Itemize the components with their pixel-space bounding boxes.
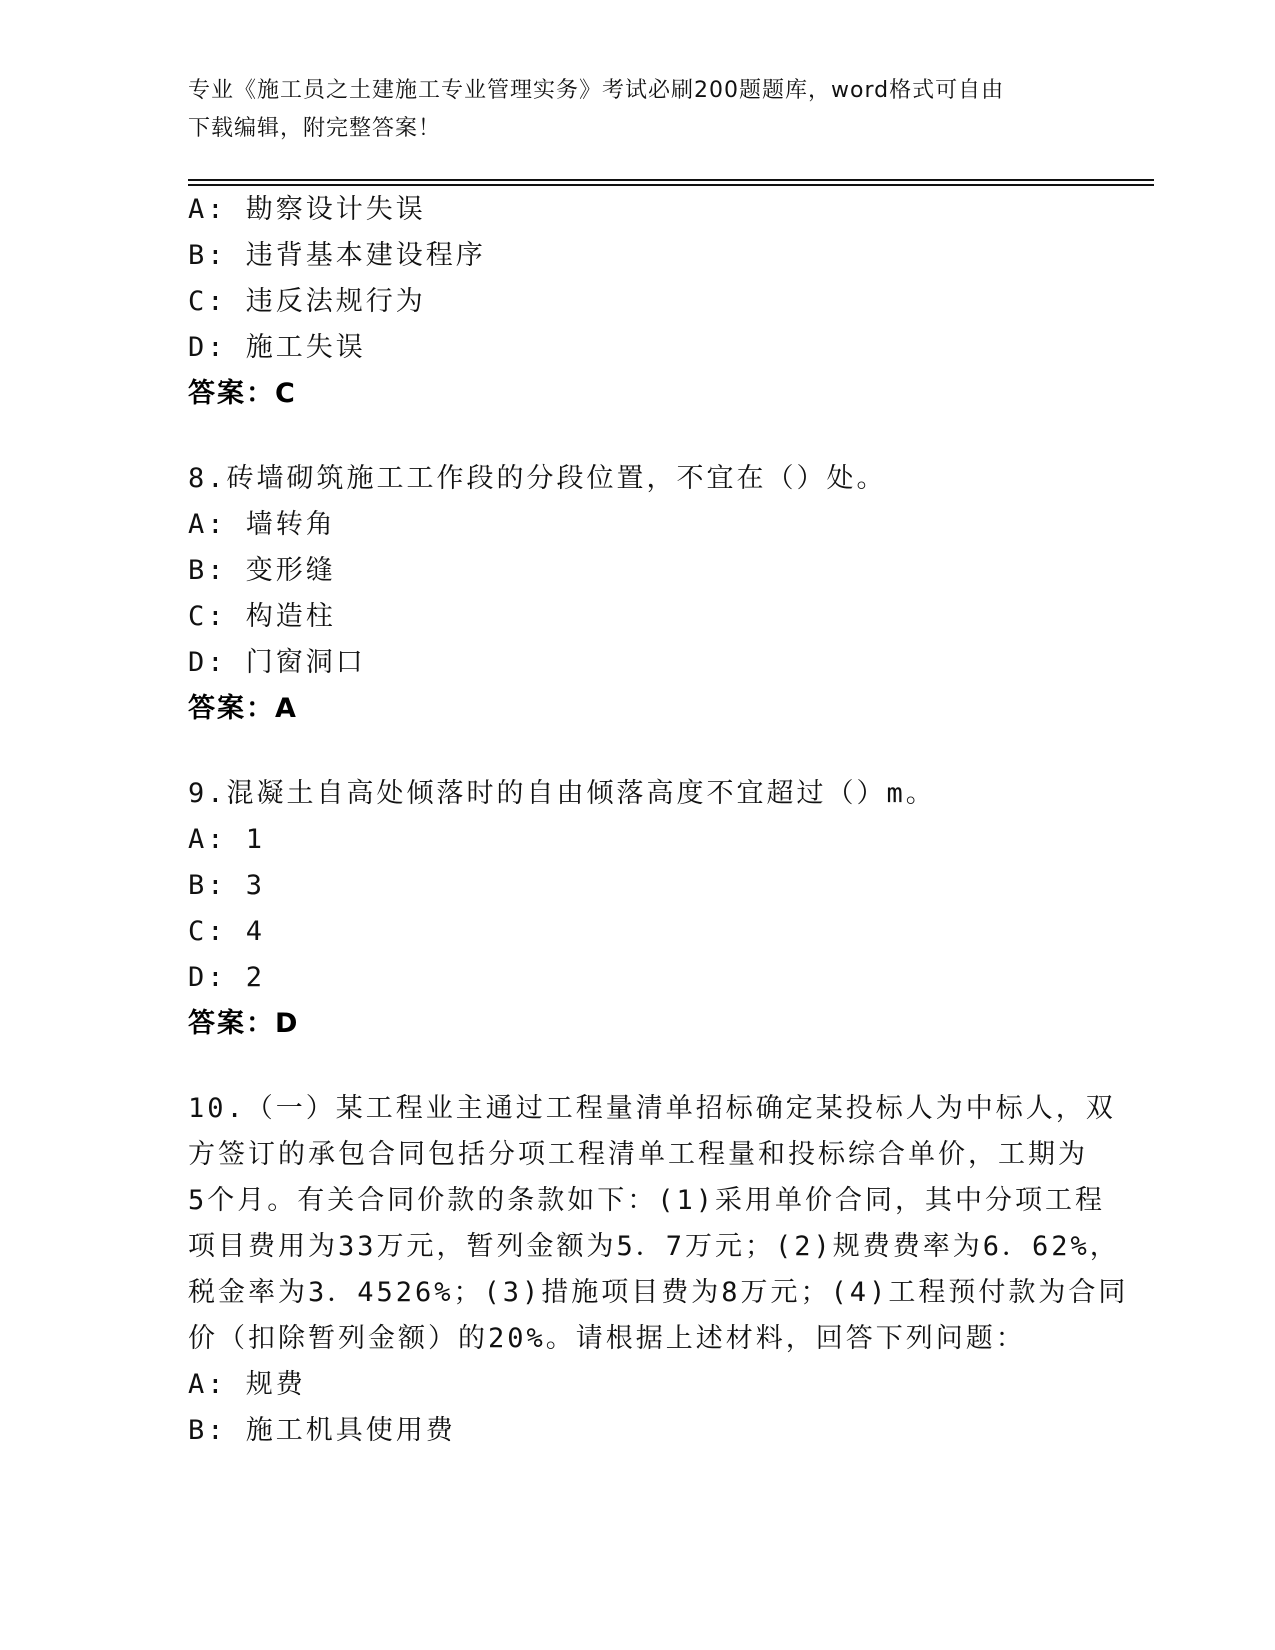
spacer — [188, 417, 1138, 456]
question-10-line-5: 税金率为3．4526%；(3)措施项目费为8万元；(4)工程预付款为合同 — [188, 1277, 1129, 1308]
question-10-line-1: 10.（一）某工程业主通过工程量清单招标确定某投标人为中标人，双 — [188, 1093, 1116, 1124]
question-7-option-c: C: 违反法规行为 — [188, 286, 426, 317]
header-line-2: 下载编辑，附完整答案！ — [188, 116, 442, 141]
document-header — [188, 72, 1088, 148]
question-10-line-3: 5个月。有关合同价款的条款如下：(1)采用单价合同，其中分项工程 — [188, 1185, 1106, 1216]
question-10-text — [188, 1086, 1129, 1362]
question-10-line-2: 方签订的承包合同包括分项工程清单工程量和投标综合单价，工期为 — [188, 1139, 1088, 1170]
spacer — [188, 732, 1138, 771]
question-10-option-a: A: 规费 — [188, 1369, 306, 1400]
header-rule-bottom — [188, 184, 1154, 186]
question-list — [188, 187, 1138, 1454]
question-9-option-d: D: 2 — [188, 962, 266, 993]
question-8-option-a: A: 墙转角 — [188, 509, 336, 540]
question-8-answer: 答案：A — [188, 693, 298, 724]
header-rule-top — [188, 179, 1154, 181]
question-8-option-c: C: 构造柱 — [188, 601, 336, 632]
question-8-block — [188, 456, 1138, 732]
question-9-option-a: A: 1 — [188, 824, 266, 855]
question-7-block — [188, 187, 1138, 417]
question-9-answer: 答案：D — [188, 1008, 300, 1039]
question-8-text: 8.砖墙砌筑施工工作段的分段位置，不宜在（）处。 — [188, 463, 887, 494]
question-7-option-d: D: 施工失误 — [188, 332, 366, 363]
question-7-answer: 答案：C — [188, 378, 297, 409]
question-10-line-6: 价（扣除暂列金额）的20%。请根据上述材料，回答下列问题： — [188, 1323, 1026, 1354]
question-9-block — [188, 771, 1138, 1047]
header-line-1: 专业《施工员之土建施工专业管理实务》考试必刷200题题库，word格式可自由 — [188, 78, 1005, 103]
question-10-option-b: B: 施工机具使用费 — [188, 1415, 456, 1446]
question-10-line-4: 项目费用为33万元，暂列金额为5．7万元；(2)规费费率为6．62%， — [188, 1231, 1120, 1262]
question-8-option-b: B: 变形缝 — [188, 555, 336, 586]
question-8-option-d: D: 门窗洞口 — [188, 647, 366, 678]
spacer — [188, 1047, 1138, 1086]
question-9-option-c: C: 4 — [188, 916, 266, 947]
question-9-text: 9.混凝土自高处倾落时的自由倾落高度不宜超过（）m。 — [188, 778, 936, 809]
question-7-option-a: A: 勘察设计失误 — [188, 194, 426, 225]
question-7-option-b: B: 违背基本建设程序 — [188, 240, 486, 271]
question-10-block — [188, 1086, 1138, 1454]
question-9-option-b: B: 3 — [188, 870, 266, 901]
